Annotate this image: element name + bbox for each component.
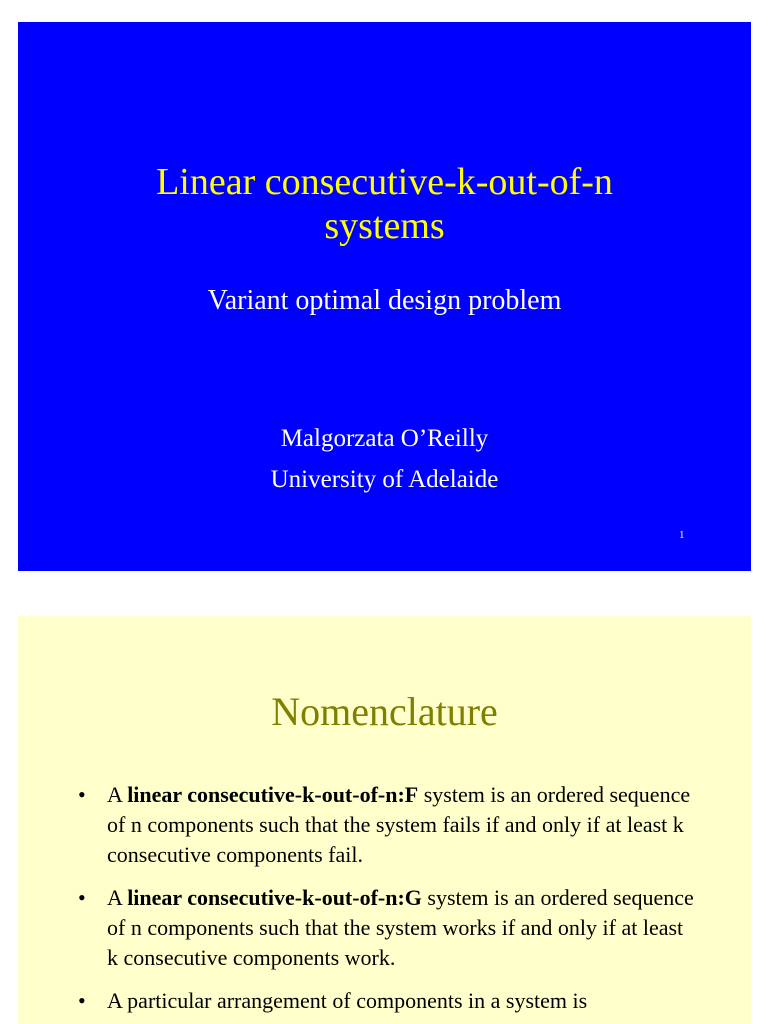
item-term: linear consecutive-k-out-of-n:G	[127, 885, 422, 910]
author-name: Malgorzata O’Reilly	[280, 425, 489, 452]
bullet-list	[78, 780, 698, 1024]
slide-title	[18, 160, 751, 248]
slide-subtitle: Variant optimal design problem	[207, 285, 562, 316]
list-item	[78, 780, 698, 870]
author-affiliation: University of Adelaide	[270, 466, 499, 493]
item-text-prefix: A	[107, 885, 128, 910]
item-term: linear consecutive-k-out-of-n:F	[127, 782, 419, 807]
slide-heading: Nomenclature	[271, 689, 498, 734]
nomenclature-slide	[18, 616, 751, 1024]
slide-title-line-2: systems	[324, 205, 445, 247]
item-text-prefix: A particular arrangement of components in a system is	[107, 988, 588, 1013]
bullet-icon: •	[78, 988, 86, 1013]
item-text-suffix: system is an ordered sequence of n components such that the system works if and only if at least k consecutive components work.	[107, 885, 694, 970]
list-item	[78, 883, 698, 973]
slide-page-number: 1	[679, 529, 685, 541]
list-item	[78, 986, 698, 1016]
title-slide	[18, 22, 751, 571]
author-block	[18, 418, 751, 500]
bullet-icon: •	[78, 885, 86, 910]
item-text-prefix: A	[107, 782, 128, 807]
slide-title-line-1: Linear consecutive-k-out-of-n	[156, 161, 613, 203]
bullet-icon: •	[78, 782, 86, 807]
item-text-suffix: system is an ordered sequence of n components such that the system fails if and only if at least k consecutive components fail.	[107, 782, 691, 867]
